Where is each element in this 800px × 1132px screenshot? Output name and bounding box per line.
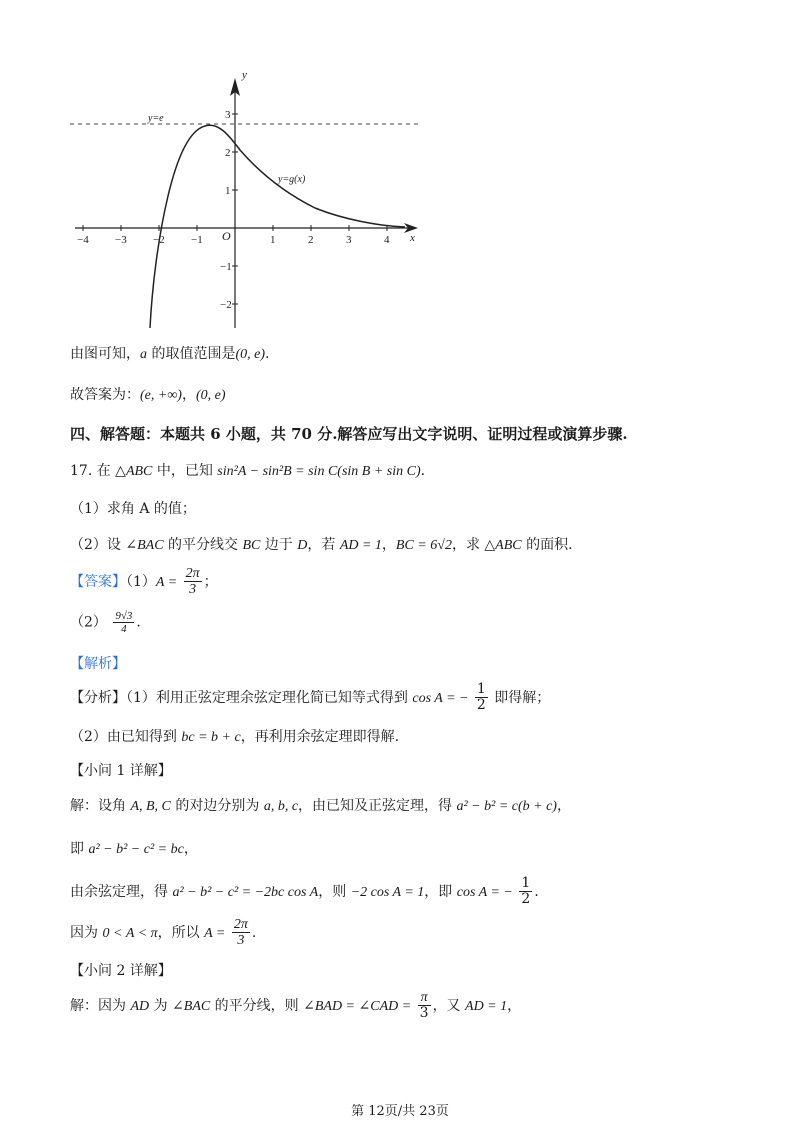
y-tick-label: −1 <box>220 261 232 273</box>
question-17-part-1: （1）求角 A 的值； <box>70 501 196 517</box>
x-tick-label: 3 <box>346 234 352 246</box>
y-tick-label: 3 <box>225 109 231 121</box>
curve-label: y=g(x) <box>278 174 306 185</box>
curve-g <box>150 125 405 328</box>
subquestion-1-heading: 【小问 1 详解】 <box>70 763 172 779</box>
solution-line-2: 即 a² − b² − c² = bc， <box>70 841 198 857</box>
analysis-tag: 【解析】 <box>70 656 126 672</box>
answer-part-2: （2） $\frac{9√3}{4}$ . <box>70 610 141 636</box>
x-tick-label: 1 <box>270 234 276 246</box>
x-tick-label: −4 <box>77 234 89 246</box>
answer-tag: 【答案】 <box>70 573 126 590</box>
question-17-part-2: （2）设 ∠BAC 的平分线交 BC 边于 D，若 AD = 1，BC = 6√2，求 △ABC 的面积. <box>70 537 573 553</box>
question-17: 17. 在 △ABC 中，已知 sin²A − sin²B = sin C(sin B + sin C). <box>70 463 426 479</box>
solution-line-4: 因为 0 < A < π，所以 A = $\frac{2\pi}{3}$ . <box>70 917 257 949</box>
asymptote-label: y=e <box>148 113 164 124</box>
answer-part-1: 【答案】（1）A = $\frac{2\pi}{3}$ ； <box>70 566 218 598</box>
page-footer: 第 12页/共 23页 <box>351 1104 449 1119</box>
fenxi-line-2: （2）由已知得到 bc = b + c，再利用余弦定理即得解. <box>70 729 400 745</box>
solution-line-3: 由余弦定理，得 a² − b² − c² = −2bc cos A，则 −2 cos A = 1，即 cos A = − $\frac{1}{2}$ . <box>70 875 539 908</box>
y-tick-label: 2 <box>225 147 231 159</box>
subquestion-2-heading: 【小问 2 详解】 <box>70 963 172 979</box>
origin-label: O <box>222 229 231 243</box>
solution-line-5: 解：因为 AD 为 ∠BAC 的平分线，则 ∠BAD = ∠CAD = $\frac{\pi}{3}$ ，又 AD = 1， <box>70 990 522 1022</box>
answer-line: 故答案为：(e, +∞)，(0, e) <box>70 387 226 403</box>
section-heading: 四、解答题：本题共 6 小题，共 70 分.解答应写出文字说明、证明过程或演算步骤. <box>70 425 628 443</box>
solution-line-1: 解：设角 A, B, C 的对边分别为 a, b, c，由已知及正弦定理，得 a² − b² = c(b + c)， <box>70 798 571 814</box>
x-tick-label: −2 <box>153 234 165 246</box>
function-graph <box>60 58 430 333</box>
y-tick-label: 1 <box>225 185 231 197</box>
y-axis-label: y <box>242 69 247 81</box>
x-tick-label: 2 <box>308 234 314 246</box>
x-axis-label: x <box>410 232 415 244</box>
x-tick-label: −1 <box>191 234 203 246</box>
y-tick-label: −2 <box>220 299 232 311</box>
fenxi-line-1: 【分析】（1）利用正弦定理余弦定理化简已知等式得到 cos A = − $\frac{1}{2}$ 即得解； <box>70 681 551 714</box>
conclusion-line: 由图可知，a 的取值范围是(0, e). <box>70 346 270 362</box>
x-tick-label: −3 <box>115 234 127 246</box>
x-tick-label: 4 <box>384 234 390 246</box>
